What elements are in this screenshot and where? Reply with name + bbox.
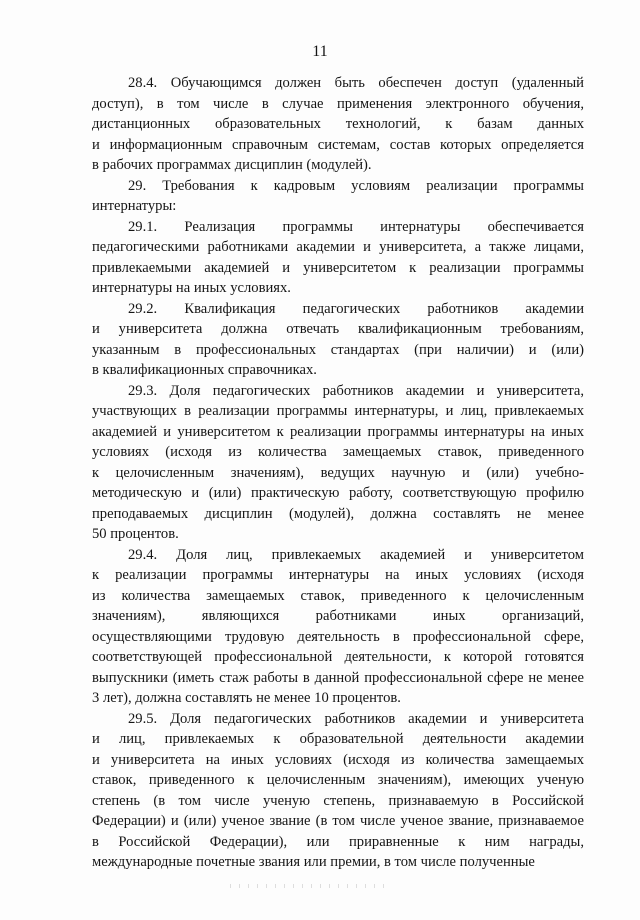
- text-line: дистанционных образовательных технологий, к базам данных: [92, 116, 584, 132]
- text-line: методическую и (или) практическую работу, соответствующую профилю: [92, 485, 584, 501]
- text-line: и лиц, привлекаемых к образовательной деятельности академии: [92, 731, 584, 747]
- paragraph: [92, 545, 584, 709]
- paragraph: [92, 381, 584, 545]
- text-line: в рабочих программах дисциплин (модулей).: [92, 157, 372, 173]
- paragraph: [92, 709, 584, 873]
- text-line: 29.2. Квалификация педагогических работников академии: [128, 300, 584, 317]
- text-line: привлекаемыми академией и университетом к реализации программы: [92, 259, 584, 276]
- text-line: степень (в том числе ученую степень, признаваемую в Российской: [92, 792, 584, 809]
- text-line: международные почетные звания или премии, в том числе полученные: [92, 854, 535, 870]
- text-line: 29. Требования к кадровым условиям реализации программы: [128, 177, 584, 194]
- page-number: 11: [312, 43, 328, 60]
- text-line: 3 лет), должна составлять не менее 10 процентов.: [92, 690, 401, 706]
- text-line: соответствующей профессиональной деятельности, к которой готовятся: [92, 649, 584, 665]
- text-line: и информационным справочным системам, состав которых определяется: [92, 136, 584, 153]
- text-line: значениям), являющихся работниками иных организаций,: [92, 608, 584, 624]
- text-line: и университета на иных условиях (исходя из количества замещаемых: [92, 751, 584, 768]
- text-line: условиях (исходя из количества замещаемых ставок, приведенного: [92, 444, 584, 460]
- scan-artifact: [230, 884, 390, 888]
- text-line: 50 процентов.: [92, 526, 179, 542]
- text-line: к реализации программы интернатуры на иных условиях (исходя: [92, 567, 584, 583]
- text-line: 29.4. Доля лиц, привлекаемых академией и университетом: [128, 546, 584, 563]
- text-line: доступ), в том числе в случае применения электронного обучения,: [92, 95, 584, 112]
- paragraph: [92, 73, 584, 176]
- text-line: 29.1. Реализация программы интернатуры обеспечивается: [128, 218, 584, 235]
- text-line: указанным в профессиональных стандартах (при наличии) и (или): [92, 341, 584, 358]
- text-line: выпускники (иметь стаж работы в данной профессиональной сфере не менее: [92, 669, 584, 686]
- text-line: ставок, приведенного к целочисленным значениям), имеющих ученую: [92, 772, 584, 788]
- text-line: академией и университетом к реализации программы интернатуры на иных: [92, 423, 584, 440]
- paragraph: [92, 299, 584, 381]
- paragraph: [92, 176, 584, 217]
- text-line: к целочисленным значениям), ведущих научную и (или) учебно-: [92, 464, 584, 481]
- text-line: 29.3. Доля педагогических работников академии и университета,: [128, 382, 584, 399]
- text-line: Федерации) и (или) ученое звание (в том числе ученое звание, признаваемое: [92, 813, 584, 829]
- text-line: участвующих в реализации программы интернатуры, и лиц, привлекаемых: [92, 403, 584, 419]
- document-body: [92, 73, 584, 873]
- text-line: в квалификационных справочниках.: [92, 362, 317, 378]
- text-line: интернатуры:: [92, 198, 177, 214]
- text-line: в Российской Федерации), или приравненные к ним награды,: [92, 833, 584, 850]
- paragraph: [92, 217, 584, 299]
- text-line: интернатуры на иных условиях.: [92, 280, 291, 296]
- text-line: 28.4. Обучающимся должен быть обеспечен доступ (удаленный: [128, 75, 584, 91]
- text-line: осуществляющими трудовую деятельность в профессиональной сфере,: [92, 628, 584, 645]
- text-line: 29.5. Доля педагогических работников академии и университета: [128, 710, 584, 727]
- text-line: педагогическими работниками академии и университета, а также лицами,: [92, 239, 584, 255]
- text-line: преподаваемых дисциплин (модулей), должна составлять не менее: [92, 505, 584, 522]
- text-line: и университета должна отвечать квалификационным требованиям,: [92, 321, 584, 337]
- text-line: из количества замещаемых ставок, приведенного к целочисленным: [92, 587, 584, 604]
